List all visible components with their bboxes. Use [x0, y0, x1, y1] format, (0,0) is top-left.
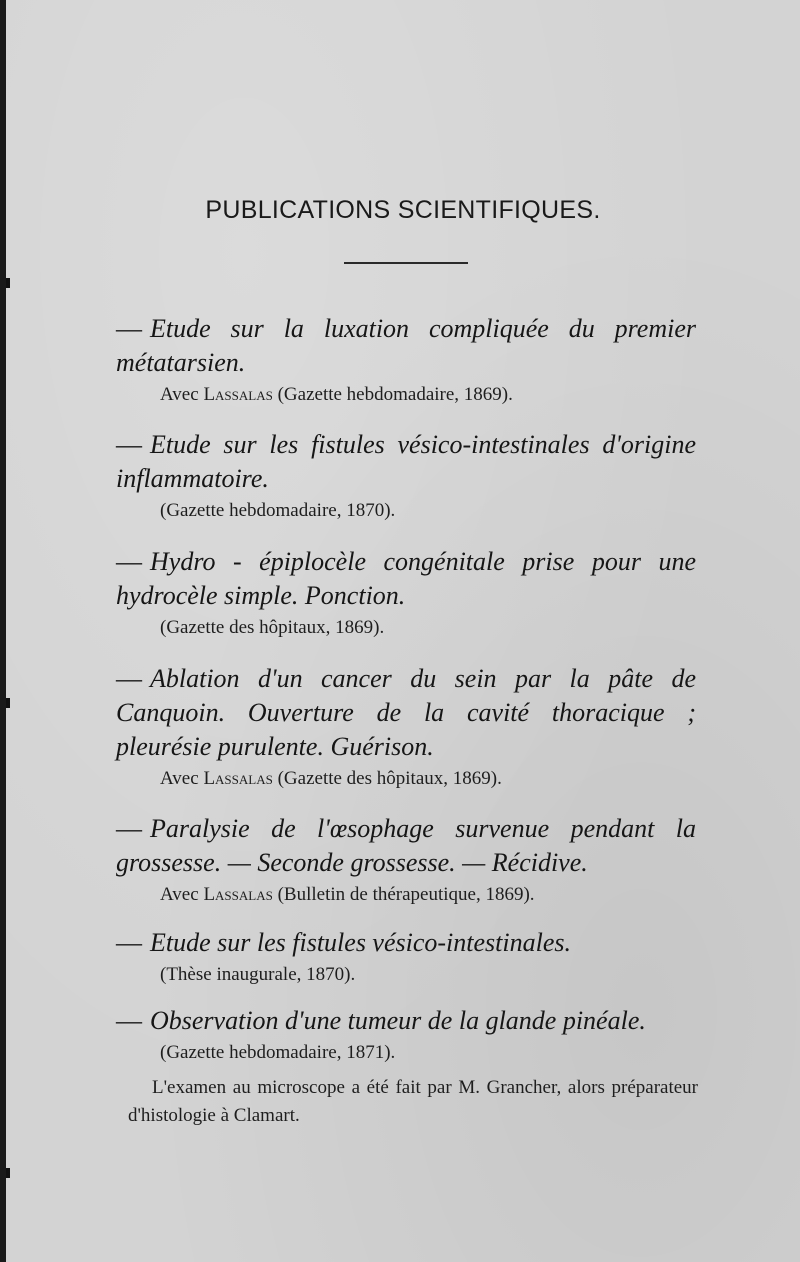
entry-title [116, 926, 696, 960]
binding-mark [6, 1168, 10, 1178]
book-page [6, 0, 800, 1262]
entry-coauthor: Lassalas [203, 768, 273, 789]
entry-dash: — [116, 928, 142, 957]
entry-dash: — [116, 814, 142, 843]
publication-entry [116, 812, 696, 908]
entry-source [116, 382, 696, 408]
title-divider [344, 262, 468, 264]
entry-source [116, 962, 696, 988]
entry-source-prefix: Avec [160, 884, 199, 905]
footnote-paragraph: L'examen au microscope a été fait par M. Grancher, alors préparateur d'histologie à Clamart. [128, 1077, 698, 1126]
entry-source-text: (Gazette hebdomadaire, 1869). [277, 384, 513, 405]
entry-source-prefix: Avec [160, 768, 199, 789]
entry-title [116, 662, 696, 764]
entry-title [116, 428, 696, 496]
entry-dash: — [116, 547, 142, 576]
entry-source [116, 498, 696, 524]
publication-entry [116, 428, 696, 524]
entry-title-text: Etude sur la luxation compliquée du premier métatarsien. [116, 314, 696, 377]
entry-dash: — [116, 314, 142, 343]
entry-title-text: Paralysie de l'œsophage survenue pendant la grossesse. — Seconde grossesse. — Récidive. [116, 814, 696, 877]
entry-dash: — [116, 1006, 142, 1035]
publication-entry [116, 545, 696, 641]
entry-title [116, 545, 696, 613]
entry-dash: — [116, 430, 142, 459]
entry-title [116, 812, 696, 880]
entry-source-text: (Bulletin de thérapeutique, 1869). [277, 884, 535, 905]
entry-title-text: Observation d'une tumeur de la glande pinéale. [150, 1006, 646, 1035]
publication-entry [116, 1004, 696, 1066]
entry-source-text: (Gazette hebdomadaire, 1871). [160, 1042, 396, 1063]
entry-source [116, 766, 696, 792]
binding-mark [6, 278, 10, 288]
entry-source-text: (Gazette des hôpitaux, 1869). [160, 617, 385, 638]
entry-source-text: (Thèse inaugurale, 1870). [160, 964, 356, 985]
publication-entry [116, 662, 696, 792]
entry-source [116, 1040, 696, 1066]
entry-coauthor: Lassalas [203, 884, 273, 905]
binding-mark [6, 698, 10, 708]
entry-title [116, 1004, 696, 1038]
entry-source-prefix: Avec [160, 384, 199, 405]
entry-dash: — [116, 664, 142, 693]
entry-source [116, 615, 696, 641]
publication-entry [116, 312, 696, 408]
entry-title-text: Hydro - épiplocèle congénitale prise pour une hydrocèle simple. Ponction. [116, 547, 696, 610]
entry-title-text: Ablation d'un cancer du sein par la pâte de Canquoin. Ouverture de la cavité thoracique ; pleurésie purulente. Guérison. [116, 664, 696, 761]
entry-source-text: (Gazette des hôpitaux, 1869). [277, 768, 502, 789]
page-title: PUBLICATIONS SCIENTIFIQUES. [205, 196, 601, 224]
publication-entry [116, 926, 696, 988]
entry-source [116, 882, 696, 908]
entry-title-text: Etude sur les fistules vésico-intestinales. [150, 928, 571, 957]
entry-coauthor: Lassalas [203, 384, 273, 405]
entry-title-text: Etude sur les fistules vésico-intestinales d'origine inflammatoire. [116, 430, 696, 493]
entry-source-text: (Gazette hebdomadaire, 1870). [160, 500, 396, 521]
entry-title [116, 312, 696, 380]
